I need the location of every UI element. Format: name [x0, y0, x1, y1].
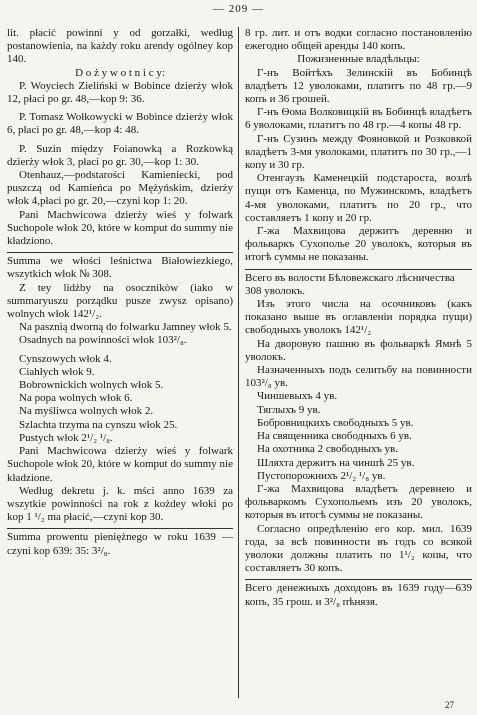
paragraph: Назначенныхъ подъ селитьбу на повинности 103²/₈ ув. — [245, 364, 472, 390]
paragraph: P. Suzin między Foianowką a Rozkowką dzierży włok 3, płaci po gr. 30,—kop 1: 30. — [7, 142, 233, 168]
paragraph: Na pasznią dworną do folwarku Jamney włok 5. — [19, 321, 232, 334]
signature-mark: 27 — [445, 700, 454, 710]
paragraph: На охотника 2 свободныхъ ув. — [257, 443, 398, 456]
paragraph: Na popa wolnych włok 6. — [19, 392, 133, 405]
russian-column — [245, 27, 472, 609]
paragraph: Otenhauz,—podstarości Kamieniecki, pod puszczą od Kamieńca po Mężyńskim, dzierży włok 4,płaci po gr. 20,—czyni kop 1: 20. — [7, 169, 233, 208]
paragraph: Summa we włości leśnictwa Białowiezkiego, wszytkich włok № 308. — [7, 252, 233, 281]
paragraph: На священника свободныхъ 6 ув. — [257, 430, 412, 443]
paragraph: Бобровницкихъ свободныхъ 5 ув. — [257, 416, 414, 429]
paragraph: Z tey lidżby na osocznikòw (iako w summaryuszu porządku pusze zwysz opisano) wolnych włok 142¹/₂. — [7, 281, 233, 321]
paragraph: Pustych włok 2¹/₂ ¹/₈. — [19, 431, 113, 444]
paragraph: 8 гр. лит. и отъ водки согласно постановленію ежегодно общей аренды 140 копъ. — [245, 27, 472, 53]
paragraph: Г-нъ Сузинъ между Фояновкой и Розковкой владѣетъ 3-мя уволоками, платитъ по 30 гр.,—1 копу и 30 гр. — [245, 132, 472, 172]
paragraph: D o ż y w o t n i c y: — [75, 66, 165, 79]
paragraph: Всего денежныхъ доходовъ въ 1639 году—639 копъ, 35 грош. и 3²/₈ пѣнязя. — [245, 579, 472, 608]
paragraph: Пустопорожнихъ 2¹/₂ ¹/₈ ув. — [257, 469, 386, 482]
paragraph: Согласно опредѣленію его кор. мил. 1639 года, за всѣ повинности въ годъ со всякой уволоки должны платить по 1¹/₂ копы, что составляетъ 30 копъ. — [245, 522, 472, 575]
paragraph: Ciahłych włok 9. — [19, 365, 95, 378]
paragraph: Na myśliwca wolnych włok 2. — [19, 405, 154, 418]
paragraph: Szlachta trzyma na cynszu włok 25. — [19, 418, 178, 431]
paragraph: Г-жа Махвицова держитъ деревню и фольваркъ Сухополье 20 уволокъ, которыя въ итогѣ суммы не показаны. — [245, 225, 472, 264]
paragraph: lit. płacić powinni y od gorzałki, według postanowienia, na każdy roku arendy ogólney kop 140. — [7, 27, 233, 66]
paragraph: Pani Machwicowa dzierży wieś y folwark Suchopole włok 20, które w komput do summy nie kładzione. — [7, 445, 233, 484]
paragraph: Пожизненные владѣльцы: — [297, 53, 420, 66]
paragraph: P. Tomasz Wołkowycki w Bobince dzierży włok 6, płaci po gr. 48,—kop 4: 48. — [7, 111, 233, 137]
paragraph: Г-нъ Войтѣхъ Зелинскій въ Бобинцѣ владѣетъ 12 уволоками, платитъ по 48 гр.—9 копъ и 36 грошей. — [245, 66, 472, 106]
paragraph: Według dekretu j. k. mści anno 1639 za wszytkie powinności na rok z kożdey włoki po kop 1 ¹/₂ ma płacić,—czyni kop 30. — [7, 484, 233, 524]
paragraph: Pani Machwicowa dzierży wieś y folwark Suchopole włok 20, które w komput do summy nie kładziono. — [7, 208, 233, 248]
paragraph: Г-нъ Ѳома Волковицкій въ Бобинцѣ владѣетъ 6 уволоками, платитъ по 48 гр.—4 копы 48 гр. — [245, 106, 472, 132]
paragraph: На дворовую пашню въ фольваркѣ Ямнѣ 5 уволокъ. — [245, 337, 472, 363]
paragraph: Cynszowych włok 4. — [19, 352, 112, 365]
paragraph: P. Woyciech Zieliński w Bobince dzierży włok 12, płaci po gr. 48,—kop 9: 36. — [7, 79, 233, 106]
polish-column — [7, 27, 233, 558]
paragraph: Тяглыхъ 9 ув. — [257, 403, 321, 416]
paragraph: Bobrownickich wolnych włok 5. — [19, 379, 164, 392]
paragraph: Шляхта держитъ на чиншѣ 25 ув. — [257, 456, 415, 469]
paragraph: Osadnych na powinności włok 103²/₈. — [19, 334, 187, 347]
page-number: — 209 — — [213, 3, 264, 15]
paragraph: Чиншевыхъ 4 ув. — [257, 390, 338, 403]
paragraph: Всего въ волости Бѣловежскаго лѣсничества 308 уволокъ. — [245, 269, 472, 298]
paragraph: Summa prowentu pieniężnego w roku 1639 —czyni kop 639: 35: 3²/₈. — [7, 528, 233, 557]
column-divider — [238, 27, 239, 698]
paragraph: Г-жа Махвицова владѣетъ деревнею и фольваркомъ Сухопольемъ изъ 20 уволокъ, которыя въ итогѣ суммы не показаны. — [245, 482, 472, 522]
paragraph: Изъ этого числа на осочниковъ (какъ показано выше въ оглавленіи порядка пущи) свободныхъ уволокъ 142¹/₂ — [245, 298, 472, 337]
paragraph: Отенгаузъ Каменецкій подстароста, возлѣ пущи отъ Каменца, по Мужинскомъ, владѣетъ 4-мя уволоками, платитъ по 20 гр., что составляетъ 1 копу и 20 гр. — [245, 172, 472, 224]
